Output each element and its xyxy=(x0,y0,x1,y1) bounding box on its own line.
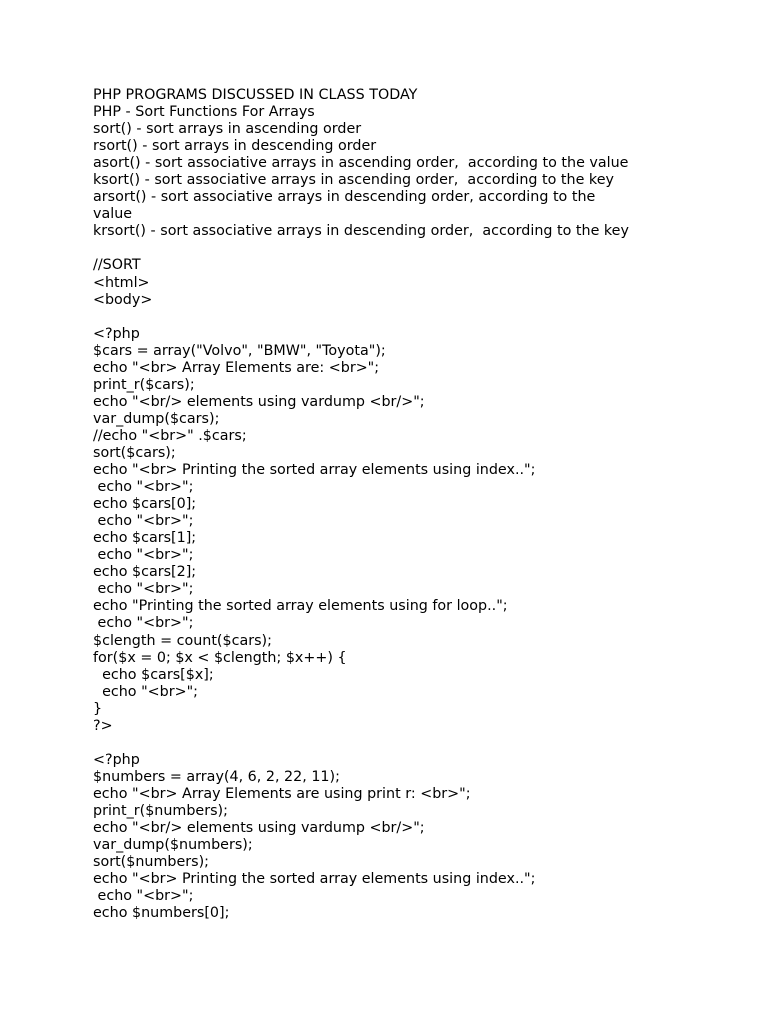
header-line: PHP - Sort Functions For Arrays xyxy=(93,104,315,121)
code-line: echo "<br>"; xyxy=(93,581,194,598)
code-line: echo "<br> Array Elements are using print r: <br>"; xyxy=(93,785,471,802)
code-line: ?> xyxy=(93,717,113,734)
code-line: //SORT xyxy=(93,257,141,274)
code-line: var_dump($numbers); xyxy=(93,837,253,854)
code-line: echo $cars[0]; xyxy=(93,496,197,513)
header-line: rsort() - sort arrays in descending order xyxy=(93,138,377,155)
header-line: krsort() - sort associative arrays in descending order, according to the key xyxy=(93,223,629,240)
code-line: echo "<br>"; xyxy=(93,888,194,905)
code-line xyxy=(93,735,693,752)
code-line: var_dump($cars); xyxy=(93,410,220,427)
code-line: echo "<br> Array Elements are: <br>"; xyxy=(93,359,380,376)
header-line: PHP PROGRAMS DISCUSSED IN CLASS TODAY xyxy=(93,87,418,103)
code-line: echo $numbers[0]; xyxy=(93,905,230,922)
document-header xyxy=(93,87,693,240)
code-line: for($x = 0; $x < $clength; $x++) { xyxy=(93,649,347,666)
code-line: echo "<br>"; xyxy=(93,479,194,496)
code-line xyxy=(93,240,693,257)
document-body xyxy=(93,87,693,922)
code-line: echo "<br> Printing the sorted array elements using index.."; xyxy=(93,462,536,479)
code-line: sort($numbers); xyxy=(93,854,209,871)
code-line: echo "<br>"; xyxy=(93,547,194,564)
header-line: arsort() - sort associative arrays in descending order, according to the xyxy=(93,189,596,206)
code-line xyxy=(93,309,693,326)
code-line: echo "<br/> elements using vardump <br/>"; xyxy=(93,820,425,837)
code-line: <body> xyxy=(93,291,153,308)
header-line: sort() - sort arrays in ascending order xyxy=(93,121,362,138)
code-line: sort($cars); xyxy=(93,444,176,461)
code-line: } xyxy=(93,700,103,717)
code-line: echo "<br>"; xyxy=(93,683,198,700)
code-line: echo "<br>"; xyxy=(93,615,194,632)
code-line: $cars = array("Volvo", "BMW", "Toyota"); xyxy=(93,342,386,359)
code-line: echo $cars[$x]; xyxy=(93,666,214,683)
code-block-sort-numbers xyxy=(93,735,693,923)
code-line: echo $cars[1]; xyxy=(93,530,197,547)
header-line: ksort() - sort associative arrays in ascending order, according to the key xyxy=(93,172,614,189)
code-line: echo "<br>"; xyxy=(93,513,194,530)
header-line: asort() - sort associative arrays in ascending order, according to the value xyxy=(93,155,629,172)
code-line: print_r($cars); xyxy=(93,376,195,393)
code-line: print_r($numbers); xyxy=(93,802,228,819)
code-line: echo $cars[2]; xyxy=(93,564,197,581)
code-line: //echo "<br>" .$cars; xyxy=(93,427,247,444)
header-line: value xyxy=(93,206,133,223)
code-line: <?php xyxy=(93,325,140,342)
code-line: <?php xyxy=(93,751,140,768)
code-line: $clength = count($cars); xyxy=(93,632,272,649)
code-block-sort-cars xyxy=(93,240,693,734)
code-line: echo "<br> Printing the sorted array elements using index.."; xyxy=(93,871,536,888)
code-line: <html> xyxy=(93,274,150,291)
code-line: echo "<br/> elements using vardump <br/>"; xyxy=(93,393,425,410)
code-line: echo "Printing the sorted array elements using for loop.."; xyxy=(93,598,508,615)
code-line: $numbers = array(4, 6, 2, 22, 11); xyxy=(93,768,340,785)
